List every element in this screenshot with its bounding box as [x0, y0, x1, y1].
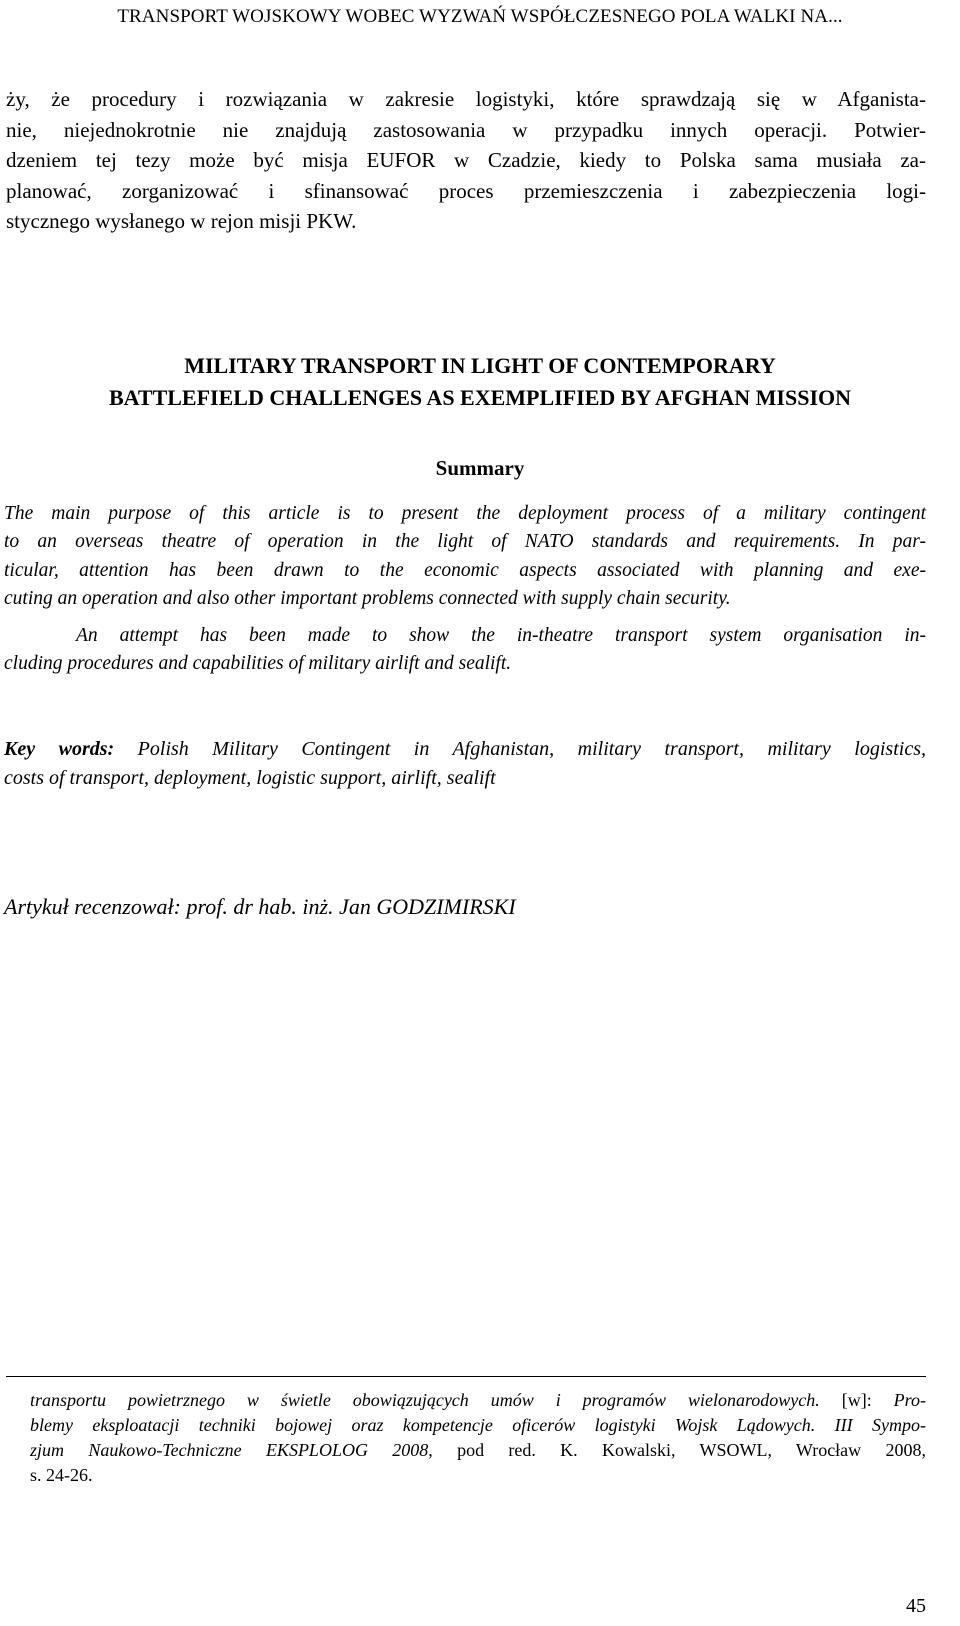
reviewer-note: Artykuł recenzował: prof. dr hab. inż. Jan GODZIMIRSKI	[4, 894, 516, 919]
body-paragraph	[6, 84, 926, 237]
footnote-italic: Pro-	[893, 1390, 926, 1410]
footnote-plain: , pod red. K. Kowalski, WSOWL, Wrocław 2008,	[428, 1440, 926, 1460]
abstract-line: to an overseas theatre of operation in the light of NATO standards and requirements. In par-	[4, 531, 926, 553]
footnote	[30, 1388, 926, 1488]
page-number: 45	[906, 1595, 926, 1617]
abstract-line: cuting an operation and also other important problems connected with supply chain security.	[4, 587, 731, 609]
abstract-line: The main purpose of this article is to present the deployment process of a military contingent	[4, 503, 926, 524]
abstract-line: cluding procedures and capabilities of military airlift and sealift.	[4, 653, 512, 675]
abstract-line: ticular, attention has been drawn to the economic aspects associated with planning and exe-	[4, 559, 926, 581]
abstract-line	[4, 622, 926, 650]
abstract-line-text: An attempt has been made to show the in-theatre transport system organisation in-	[76, 625, 926, 646]
running-head: TRANSPORT WOJSKOWY WOBEC WYZWAŃ WSPÓŁCZESNEGO POLA WALKI NA...	[117, 6, 843, 27]
keywords-line: costs of transport, deployment, logistic support, airlift, sealift	[4, 767, 496, 789]
keywords	[4, 735, 926, 793]
footnote-plain: [w]:	[819, 1390, 894, 1410]
english-title-line2: BATTLEFIELD CHALLENGES AS EXEMPLIFIED BY AFGHAN MISSION	[108, 385, 852, 410]
footnote-italic: transportu powietrznego w świetle obowiązujących umów i programów wielonarodowych.	[30, 1390, 820, 1410]
english-title	[0, 350, 960, 414]
footnote-line	[30, 1438, 926, 1463]
abstract-paragraph-2	[4, 622, 926, 679]
keywords-label: Key words:	[4, 738, 115, 760]
footnote-italic: zjum Naukowo-Techniczne EKSPLOLOG 2008	[30, 1440, 429, 1460]
footnote-line	[30, 1388, 926, 1413]
body-line: ży, że procedury i rozwiązania w zakresie logistyki, które sprawdzają się w Afganista-	[6, 87, 926, 111]
footnote-italic: blemy eksploatacji techniki bojowej oraz kompetencje oficerów logistyki Wojsk Lądowych. III Sympo-	[30, 1415, 926, 1435]
footnote-line: s. 24-26.	[30, 1465, 93, 1485]
summary-heading: Summary	[435, 456, 525, 480]
body-line: dzeniem tej tezy może być misja EUFOR w Czadzie, kiedy to Polska sama musiała za-	[6, 148, 926, 172]
body-line: stycznego wysłanego w rejon misji PKW.	[6, 209, 357, 233]
english-title-line1: MILITARY TRANSPORT IN LIGHT OF CONTEMPORARY	[184, 353, 776, 378]
footnote-line	[30, 1413, 926, 1438]
footnote-divider	[6, 1376, 926, 1377]
body-line: planować, zorganizować i sfinansować proces przemieszczenia i zabezpieczenia logi-	[6, 178, 926, 203]
keywords-line	[4, 735, 926, 764]
abstract-paragraph-1	[4, 500, 926, 613]
keywords-text: Polish Military Contingent in Afghanistan, military transport, military logistics,	[114, 738, 926, 760]
body-line: nie, niejednokrotnie nie znajdują zastosowania w przypadku innych operacji. Potwier-	[6, 117, 926, 142]
